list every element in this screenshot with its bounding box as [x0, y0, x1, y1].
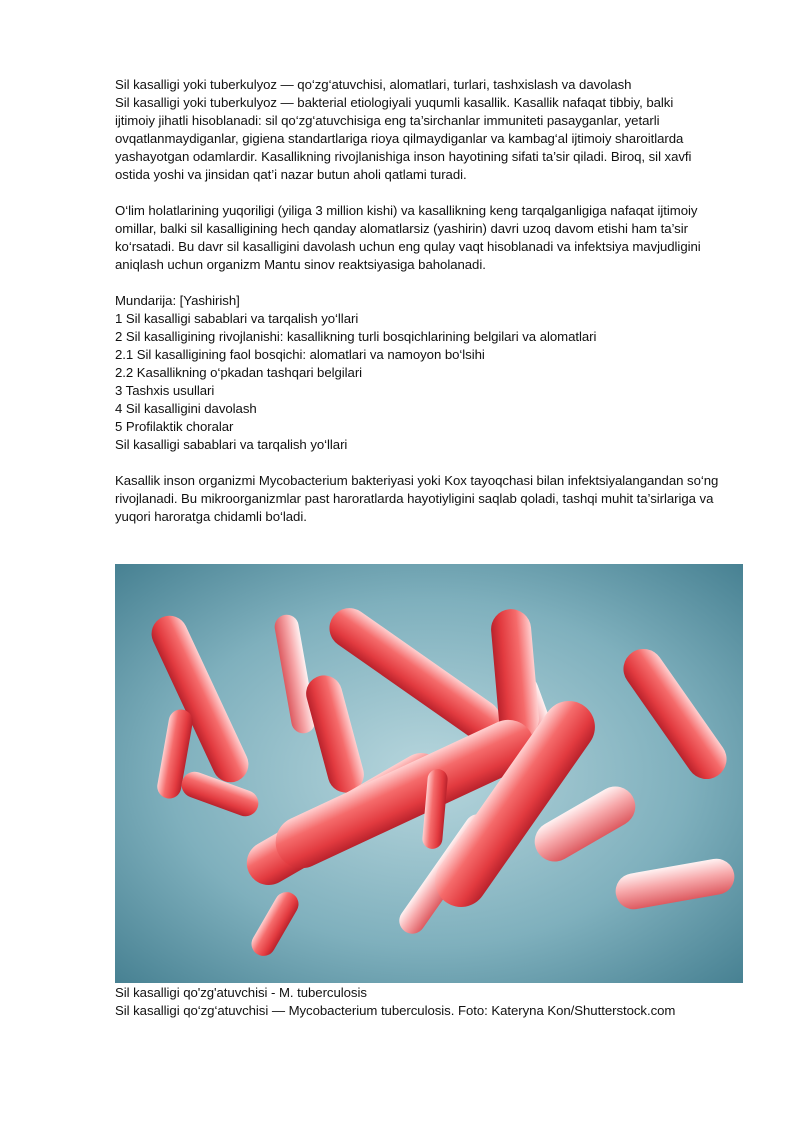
section-heading: Sil kasalligi sabablari va tarqalish yo‘llari [115, 437, 348, 452]
text-line: yashayotgan odamlardir. Kasallikning rivojlanishiga inson hayotining sifati ta’sir qiladi. Biroq, sil xavfi [115, 149, 692, 164]
mortality-paragraph [115, 202, 747, 274]
toc-item[interactable]: 2 Sil kasalligining rivojlanishi: kasallikning turli bosqichlarining belgilari va alomatlari [115, 329, 597, 344]
causes-paragraph [115, 472, 747, 526]
text-line: omillar, balki sil kasalligining hech qanday alomatlarsiz (yashirin) davri uzoq davom etishi ham ta’sir [115, 221, 688, 236]
toc-item[interactable]: 3 Tashxis usullari [115, 383, 215, 398]
text-line: aniqlash uchun organizm Mantu sinov reaktsiyasiga baholanadi. [115, 257, 486, 272]
figure-captions [115, 984, 747, 1020]
text-line: ovqatlanmaydiganlar, gigiena standartlariga rioya qilmaydiganlar va kambag‘al ijtimoiy sharoitlarda [115, 131, 684, 146]
figure-caption: Sil kasalligi qo‘zg‘atuvchisi — Mycobacterium tuberculosis. Foto: Kateryna Kon/Shutterstock.com [115, 1003, 676, 1018]
figure-alt-caption: Sil kasalligi qo'zg'atuvchisi - M. tuberculosis [115, 985, 367, 1000]
intro-paragraph [115, 94, 747, 184]
mycobacterium-image [115, 564, 743, 983]
text-line: ko‘rsatadi. Bu davr sil kasalligini davolash uchun eng qulay vaqt hisoblanadi va infektsiya mavjudligini [115, 239, 701, 254]
toc-item[interactable]: 2.1 Sil kasalligining faol bosqichi: alomatlari va namoyon bo‘lsihi [115, 347, 485, 362]
text-line: O‘lim holatlarining yuqoriligi (yiliga 3 million kishi) va kasallikning keng tarqalganligiga nafaqat ijtimoiy [115, 203, 698, 218]
document-title: Sil kasalligi yoki tuberkulyoz — qo‘zg‘atuvchisi, alomatlari, turlari, tashxislash va davolash [115, 77, 632, 92]
text-line: ostida yoshi va jinsidan qat’i nazar butun aholi qatlami turadi. [115, 167, 467, 182]
toc-item[interactable]: 4 Sil kasalligini davolash [115, 401, 257, 416]
bacteria-illustration [115, 564, 743, 983]
text-line: ijtimoiy jihatli hisoblanadi: sil qo‘zg‘atuvchisiga eng ta’sirchanlar immuniteti pasayganlar, yetarli [115, 113, 660, 128]
text-line: Kasallik inson organizmi Mycobacterium bakteriyasi yoki Kox tayoqchasi bilan infektsiyalangandan so‘ng [115, 473, 719, 488]
document-body [115, 76, 747, 526]
text-line: rivojlanadi. Bu mikroorganizmlar past haroratlarda hayotiyligini saqlab qoladi, tashqi muhit ta’sirlariga va [115, 491, 714, 506]
toc-item[interactable]: 2.2 Kasallikning o‘pkadan tashqari belgilari [115, 365, 363, 380]
table-of-contents [115, 292, 747, 454]
toc-item[interactable]: 1 Sil kasalligi sabablari va tarqalish yo‘llari [115, 311, 359, 326]
text-line: Sil kasalligi yoki tuberkulyoz — bakterial etiologiyali yuqumli kasallik. Kasallik nafaqat tibbiy, balki [115, 95, 674, 110]
toc-item[interactable]: 5 Profilaktik choralar [115, 419, 234, 434]
text-line: yuqori haroratga chidamli bo‘ladi. [115, 509, 307, 524]
toc-heading[interactable]: Mundarija: [Yashirish] [115, 293, 240, 308]
